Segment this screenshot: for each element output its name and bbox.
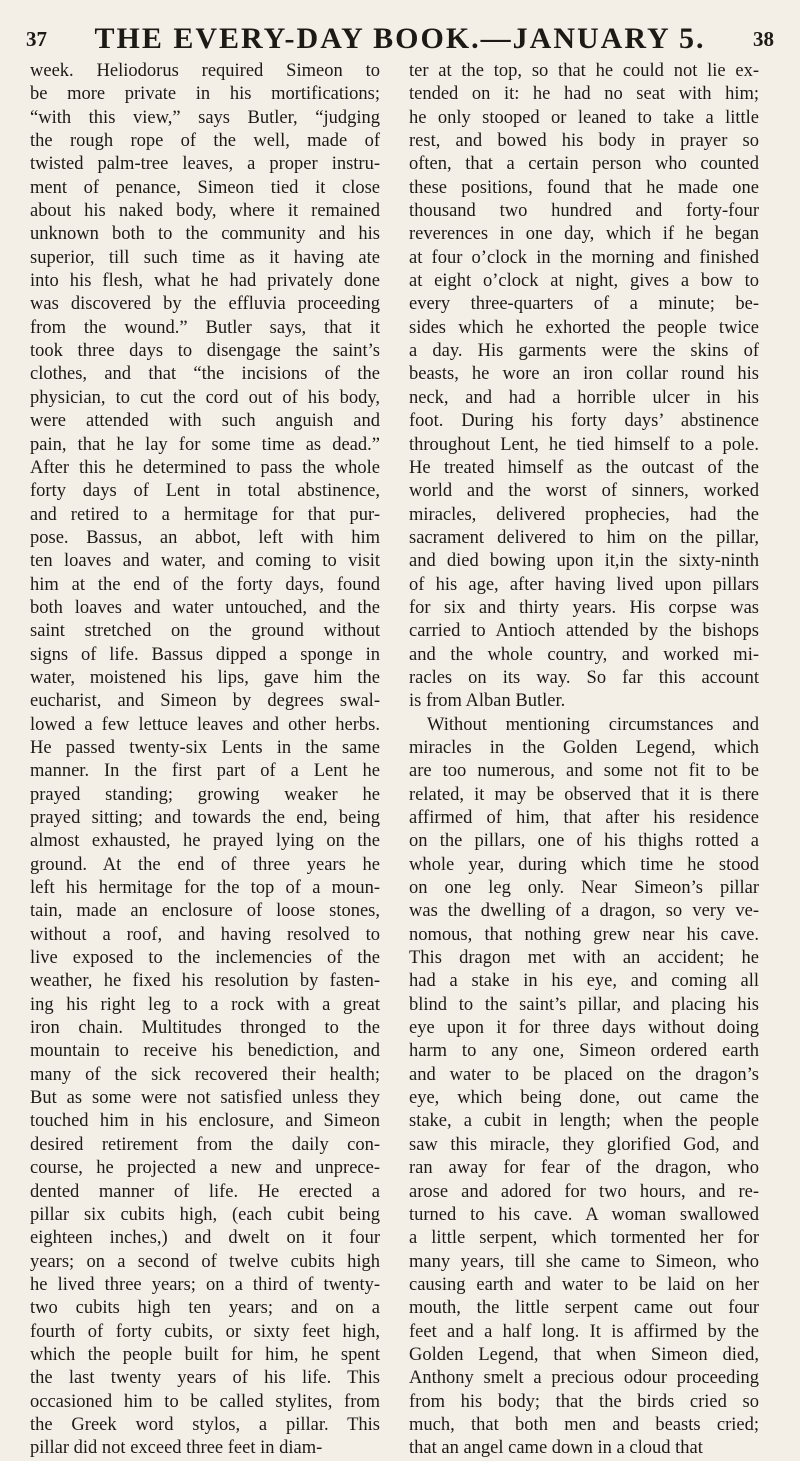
text-line: were attended with such anguish and	[30, 411, 380, 432]
text-line: and the whole country, and worked mi-	[409, 644, 759, 665]
text-line: are too numerous, and some not fit to be	[409, 761, 759, 782]
text-line: many years, till she came to Simeon, who	[409, 1251, 759, 1272]
text-line: mountain to receive his benediction, and	[30, 1041, 380, 1062]
text-line: on the pillars, one of his thighs rotted a	[409, 831, 759, 852]
text-line: “with this view,” says Butler, “judging	[30, 107, 380, 128]
text-line: occasioned him to be called stylites, from	[30, 1391, 380, 1412]
text-line: signs of life. Bassus dipped a sponge in	[30, 644, 380, 665]
text-line: He passed twenty-six Lents in the same	[30, 737, 380, 758]
page-header	[26, 18, 774, 60]
text-line: stake, a cubit in length; when the people	[409, 1111, 759, 1132]
text-line: without a roof, and having resolved to	[30, 924, 380, 945]
text-line: Golden Legend, that when Simeon died,	[409, 1344, 759, 1365]
text-line: carried to Antioch attended by the bishops	[409, 621, 759, 642]
text-line: is from Alban Butler.	[409, 691, 566, 712]
text-line: desired retirement from the daily con-	[30, 1134, 380, 1155]
text-line: live exposed to the inclemencies of the	[30, 948, 380, 969]
text-line: for six and thirty years. His corpse was	[409, 597, 759, 618]
text-line: at eight o’clock at night, gives a bow to	[409, 271, 759, 292]
text-line: miracles in the Golden Legend, which	[409, 737, 759, 758]
text-line: every three-quarters of a minute; be-	[409, 294, 759, 315]
text-line: from his body; that the birds cried so	[409, 1391, 759, 1412]
text-line: racles on its way. So far this account	[409, 667, 759, 688]
left-text-column	[30, 60, 380, 1461]
text-line: foot. During his forty days’ abstinence	[409, 411, 759, 432]
text-line: miracles, delivered prophecies, had the	[409, 504, 759, 525]
text-line: about his naked body, where it remained	[30, 201, 380, 222]
text-line: eye, which being done, out came the	[409, 1088, 759, 1109]
text-line: the rough rope of the well, made of	[30, 131, 380, 152]
text-line: he only stooped or leaned to take a little	[409, 107, 759, 128]
right-text-column	[409, 60, 759, 1461]
text-line: almost exhausted, he prayed lying on the	[30, 831, 380, 852]
text-line: on one leg only. Near Simeon’s pillar	[409, 878, 759, 899]
text-line: causing earth and water to be laid on her	[409, 1274, 759, 1295]
text-line: prayed sitting; and towards the end, being	[30, 808, 380, 828]
text-line: week. Heliodorus required Simeon to	[30, 61, 380, 81]
text-line: sacrament delivered to him on the pillar,	[409, 527, 759, 548]
text-line: two cubits high ten years; and on a	[30, 1298, 380, 1319]
text-line: sides which he exhorted the people twice	[409, 317, 759, 338]
left-page-number: 37	[26, 26, 47, 51]
text-line: both loaves and water untouched, and the	[30, 597, 380, 618]
text-line: prayed standing; growing weaker he	[30, 784, 380, 805]
text-line: reverences in one day, which if he began	[409, 224, 759, 245]
text-line: took three days to disengage the saint’s	[30, 341, 380, 362]
text-line: often, that a certain person who counted	[409, 154, 759, 175]
text-line: of his age, after having lived upon pillars	[409, 574, 759, 595]
text-line: and retired to a hermitage for that pur-	[30, 504, 380, 525]
text-line: many of the sick recovered their health;	[30, 1064, 380, 1085]
text-line: ground. At the end of three years he	[30, 854, 380, 875]
text-line: tended on it: he had no seat with him;	[409, 84, 759, 105]
text-line: the last twenty years of his life. This	[30, 1368, 380, 1389]
text-line: neck, and had a horrible ulcer in his	[409, 387, 759, 408]
text-line: Anthony smelt a precious odour proceeding	[409, 1368, 759, 1389]
text-line: superior, till such time as it having ate	[30, 247, 380, 268]
text-line: manner. In the first part of a Lent he	[30, 761, 380, 782]
text-line: turned to his cave. A woman swallowed	[409, 1204, 759, 1225]
text-line: twisted palm-tree leaves, a proper instru-	[30, 154, 380, 175]
text-line: blind to the saint’s pillar, and placing his	[409, 994, 759, 1015]
text-line: forty days of Lent in total abstinence,	[30, 481, 380, 502]
text-line: had a stake in his eye, and coming all	[409, 971, 759, 992]
text-line: water, moistened his lips, gave him the	[30, 667, 380, 688]
text-line: iron chain. Multitudes thronged to the	[30, 1018, 380, 1039]
text-line: unknown both to the community and his	[30, 224, 380, 245]
right-page-number: 38	[752, 26, 774, 51]
text-line: eye upon it for three days without doing	[409, 1018, 759, 1039]
text-line: After this he determined to pass the whole	[30, 457, 380, 478]
text-line: be more private in his mortifications;	[30, 84, 380, 105]
text-line: saw this miracle, they glorified God, and	[409, 1134, 759, 1155]
text-line: left his hermitage for the top of a moun-	[30, 878, 380, 899]
text-line: a little serpent, which tormented her for	[409, 1228, 759, 1249]
text-line: pose. Bassus, an abbot, left with him	[30, 527, 380, 548]
text-line: affirmed of him, that after his residence	[409, 808, 759, 828]
text-line: arose and adored for two hours, and re-	[409, 1181, 759, 1202]
text-line: weather, he fixed his resolution by fasten-	[30, 971, 380, 992]
text-line: Without mentioning circumstances and	[427, 714, 759, 735]
text-line: which the people built for him, he spent	[30, 1344, 380, 1365]
text-line: throughout Lent, he tied himself to a pole.	[409, 434, 759, 455]
text-line: course, he projected a new and unprece-	[30, 1158, 380, 1179]
text-line: and died bowing upon it,in the sixty-ninth	[409, 551, 759, 572]
text-line: But as some were not satisfied unless they	[30, 1088, 380, 1109]
text-line: whole year, during which time he stood	[409, 854, 759, 875]
text-line: thousand two hundred and forty-four	[409, 201, 759, 222]
text-line: he lived three years; on a third of twenty-	[30, 1274, 380, 1295]
text-line: feet and a half long. It is affirmed by the	[409, 1321, 759, 1342]
text-line: ing his right leg to a rock with a great	[30, 994, 380, 1015]
text-line: ment of penance, Simeon tied it close	[30, 177, 380, 198]
text-line: harm to any one, Simeon ordered earth	[409, 1041, 759, 1062]
text-line: these positions, found that he made one	[409, 177, 759, 198]
text-line: clothes, and that “the incisions of the	[30, 364, 380, 385]
text-line: ran away for fear of the dragon, who	[409, 1158, 759, 1179]
text-line: a day. His garments were the skins of	[409, 341, 759, 362]
text-line: physician, to cut the cord out of his body,	[30, 387, 380, 408]
text-line: He treated himself as the outcast of the	[409, 457, 759, 478]
text-line: mouth, the little serpent came out four	[409, 1298, 759, 1319]
text-line: was the dwelling of a dragon, so very ve-	[409, 901, 759, 922]
text-line: touched him in his enclosure, and Simeon	[30, 1111, 380, 1132]
text-line: saint stretched on the ground without	[30, 621, 380, 642]
text-line: from the wound.” Butler says, that it	[30, 317, 380, 338]
text-line: nomous, that nothing grew near his cave.	[409, 924, 759, 945]
text-line: related, it may be observed that it is there	[409, 784, 759, 805]
text-line: ter at the top, so that he could not lie ex-	[409, 61, 759, 81]
text-line: into his flesh, what he had privately done	[30, 271, 380, 292]
running-head: THE EVERY-DAY BOOK.—JANUARY 5.	[94, 22, 706, 55]
text-line: years; on a second of twelve cubits high	[30, 1251, 380, 1272]
text-line: and water to be placed on the dragon’s	[409, 1064, 759, 1085]
text-line: tain, made an enclosure of loose stones,	[30, 901, 380, 922]
text-line: the Greek word stylos, a pillar. This	[30, 1414, 380, 1435]
text-line: was discovered by the effluvia proceeding	[30, 294, 380, 315]
text-line: that an angel came down in a cloud that	[409, 1438, 703, 1459]
text-line: at four o’clock in the morning and finished	[409, 247, 759, 268]
text-line: him at the end of the forty days, found	[30, 574, 380, 595]
text-line: rest, and bowed his body in prayer so	[409, 131, 759, 152]
text-line: eucharist, and Simeon by degrees swal-	[30, 691, 380, 712]
text-line: pillar six cubits high, (each cubit being	[30, 1204, 380, 1225]
text-line: much, that both men and beasts cried;	[409, 1414, 759, 1435]
text-line: beasts, he wore an iron collar round his	[409, 364, 759, 385]
text-line: fourth of forty cubits, or sixty feet high,	[30, 1321, 380, 1342]
text-line: pillar did not exceed three feet in diam-	[30, 1438, 323, 1459]
text-line: ten loaves and water, and coming to visit	[30, 551, 380, 572]
text-line: This dragon met with an accident; he	[409, 948, 759, 969]
text-line: dented manner of life. He erected a	[30, 1181, 380, 1202]
text-line: world and the worst of sinners, worked	[409, 481, 759, 502]
text-line: pain, that he lay for some time as dead.”	[30, 434, 380, 455]
text-line: eighteen inches,) and dwelt on it four	[30, 1228, 380, 1249]
text-line: lowed a few lettuce leaves and other herbs.	[30, 714, 380, 735]
